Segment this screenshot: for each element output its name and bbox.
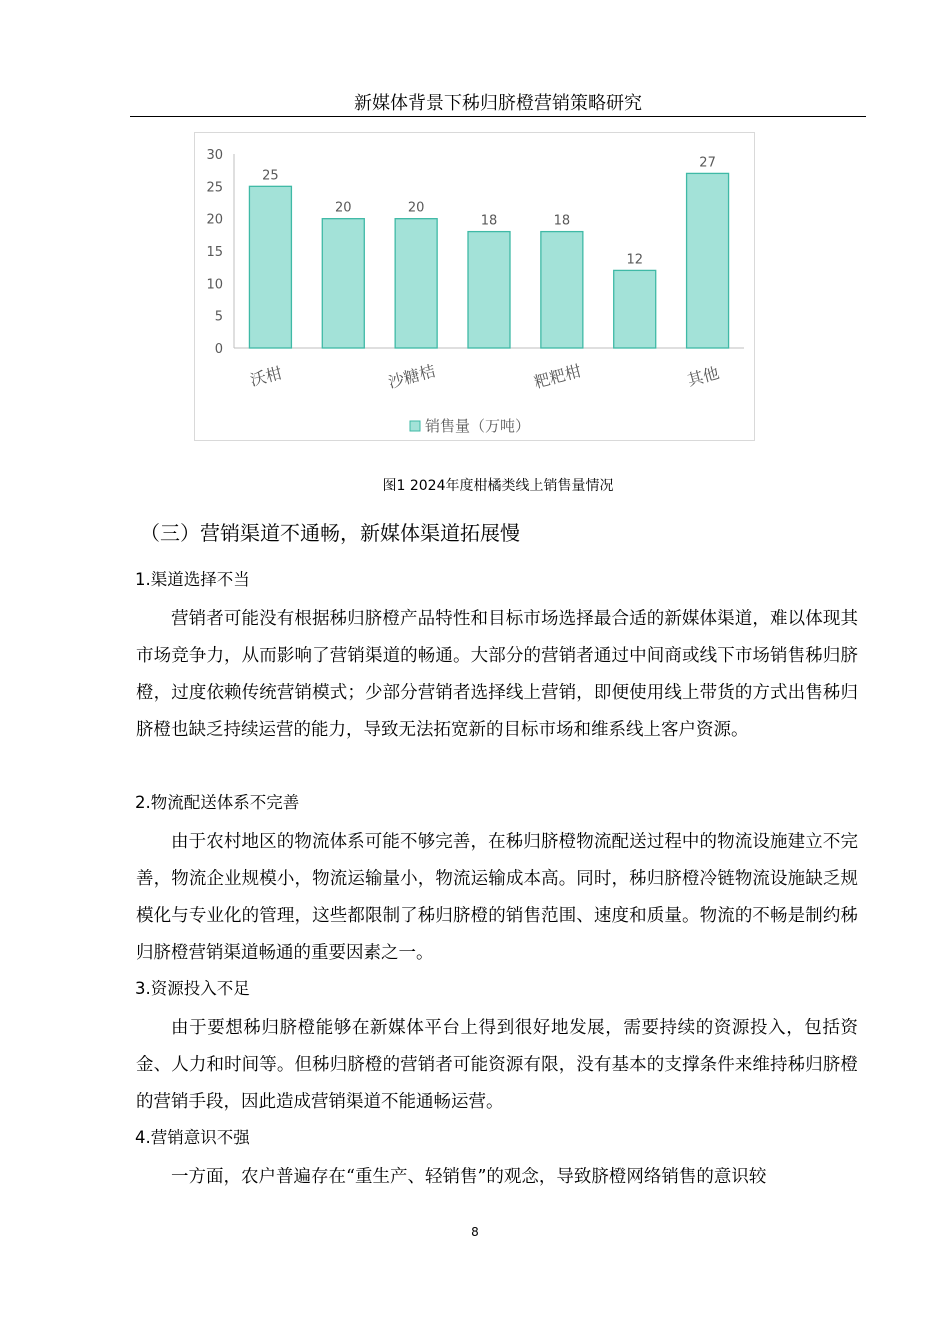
y-tick-label: 5 (214, 309, 223, 325)
x-tick-label: 粑粑柑 (531, 361, 584, 392)
bar-chart (194, 132, 755, 441)
bar (395, 219, 437, 348)
subsection-heading-4: 4.营销意识不强 (135, 1128, 250, 1147)
y-tick-label: 30 (206, 148, 223, 163)
figure-caption: 图1 2024年度柑橘类线上销售量情况 (382, 478, 614, 494)
legend-label: 销售量（万吨） (425, 417, 531, 435)
subsection-heading-3: 3.资源投入不足 (135, 979, 250, 998)
subsection-heading-1: 1.渠道选择不当 (135, 570, 250, 589)
page-number: 8 (471, 1225, 479, 1239)
x-tick-label: 沙糖桔 (386, 361, 438, 392)
bar (687, 173, 729, 348)
data-label: 18 (480, 213, 498, 229)
bar (249, 186, 291, 348)
subsection-heading-2: 2.物流配送体系不完善 (135, 793, 300, 812)
y-tick-label: 10 (206, 277, 223, 293)
bar (541, 232, 583, 348)
bar (322, 219, 364, 348)
paragraph-1: 营销者可能没有根据秭归脐橙产品特性和目标市场选择最合适的新媒体渠道，难以体现其市场竞争力，从而影响了营销渠道的畅通。大部分的营销者通过中间商或线下市场销售秭归脐橙，过度依赖传统营销模式；少部分营销者选择线上营销，即便使用线上带货的方式出售秭归脐橙也缺乏持续运营的能力，导致无法拓宽新的目标市场和维系线上客户资源。 (136, 609, 858, 740)
x-tick-label: 沃柑 (248, 363, 284, 390)
data-label: 12 (626, 252, 643, 268)
y-tick-label: 20 (206, 212, 223, 228)
paragraph-2: 由于农村地区的物流体系可能不够完善，在秭归脐橙物流配送过程中的物流设施建立不完善，物流企业规模小，物流运输量小，物流运输成本高。同时，秭归脐橙冷链物流设施缺乏规模化与专业化的管理，这些都限制了秭归脐橙的销售范围、速度和质量。物流的不畅是制约秭归脐橙营销渠道畅通的重要因素之一。 (136, 832, 858, 963)
header-rule (130, 116, 866, 117)
y-tick-label: 0 (214, 342, 223, 357)
section-title: （三）营销渠道不通畅，新媒体渠道拓展慢 (140, 521, 520, 545)
y-tick-label: 15 (206, 245, 223, 260)
paragraph-3: 由于要想秭归脐橙能够在新媒体平台上得到很好地发展，需要持续的资源投入，包括资金、人力和时间等。但秭归脐橙的营销者可能资源有限，没有基本的支撑条件来维持秭归脐橙的营销手段，因此造成营销渠道不能通畅运营。 (136, 1018, 858, 1112)
bar (614, 270, 656, 348)
data-label: 27 (699, 155, 716, 171)
running-header: 新媒体背景下秭归脐橙营销策略研究 (354, 93, 642, 114)
data-label: 20 (335, 200, 352, 216)
data-label: 18 (553, 213, 571, 229)
paragraph-4: 一方面，农户普遍存在“重生产、轻销售”的观念，导致脐橙网络销售的意识较 (171, 1167, 767, 1187)
x-tick-label: 其他 (685, 363, 722, 390)
data-label: 20 (407, 200, 425, 216)
data-label: 25 (262, 168, 279, 184)
y-tick-label: 25 (206, 180, 223, 196)
chart-canvas (195, 133, 756, 442)
legend-swatch (410, 421, 420, 431)
bar (468, 232, 510, 348)
